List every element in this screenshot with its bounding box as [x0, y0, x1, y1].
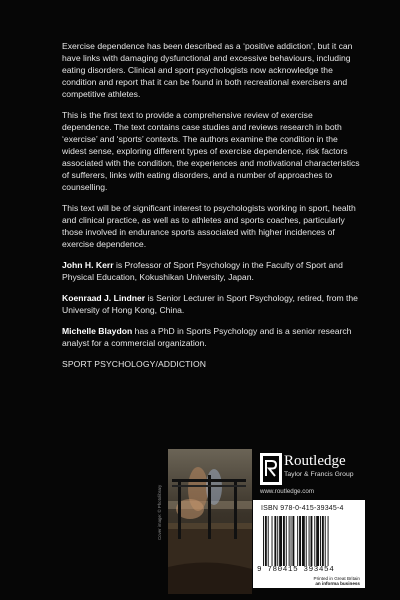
barcode-icon	[263, 516, 357, 566]
author-name: John H. Kerr	[62, 260, 114, 270]
author-description: has a PhD in Sports Psychology and is a senior research analyst for a commercial organization.	[62, 326, 352, 348]
runners-photo-illustration	[168, 449, 252, 594]
publisher-name: Routledge	[284, 453, 346, 469]
printed-in-text: Printed in Great Britain	[313, 576, 360, 581]
author-bio-3	[62, 325, 362, 349]
subject-category: SPORT PSYCHOLOGY/ADDICTION	[62, 359, 207, 369]
photo-credit: Cover image: © Photolibrary	[157, 484, 162, 540]
author-description: is Senior Lecturer in Sport Psychology, retired, from the University of Hong Kong, China.	[62, 293, 358, 315]
author-name: Michelle Blaydon	[62, 326, 133, 336]
isbn-number: ISBN 978-0-415-39345-4	[261, 505, 344, 512]
barcode-digits: 9 780415 393454	[257, 566, 335, 574]
print-info	[314, 576, 360, 587]
isbn-barcode-panel	[253, 500, 365, 588]
routledge-logo-icon	[260, 453, 282, 485]
blurb-paragraph-3: This text will be of significant interest to psychologists working in sport, health and clinical practice, as well as to athletes and sports coaches, particularly those involved in endurance sports associated with higher incidences of exercise dependence.	[62, 203, 356, 249]
author-name: Koenraad J. Lindner	[62, 293, 146, 303]
cover-photo	[168, 449, 252, 594]
blurb-paragraph-1: Exercise dependence has been described as a ‘positive addiction’, but it can have links with damaging dysfunctional and excessive behaviours, including eating disorders. Clinical and sport psychologists now acknowledge the condition and report that it can be found in both recreational exercisers and competitive athletes.	[62, 41, 353, 99]
informa-text: an informa business	[315, 581, 360, 587]
blurb-paragraph-2: This is the first text to provide a comprehensive review of exercise dependence. The text contains case studies and reviews research in both ‘exercise’ and ‘sports’ contexts. The authors examine the condition in the widest sense, exploring different types of exercise dependence, risk factors associated with the condition, the experiences and motivational characteristics of sufferers, links with eating disorders, and a number of approaches to counselling.	[62, 110, 360, 192]
author-description: is Professor of Sport Psychology in the Faculty of Sport and Physical Education, Kokushikan University, Japan.	[62, 260, 343, 282]
author-bio-2	[62, 292, 362, 316]
back-cover-text	[62, 40, 362, 370]
author-bio-1	[62, 259, 362, 283]
publisher-url: www.routledge.com	[260, 488, 314, 495]
publisher-group: Taylor & Francis Group	[284, 471, 354, 478]
